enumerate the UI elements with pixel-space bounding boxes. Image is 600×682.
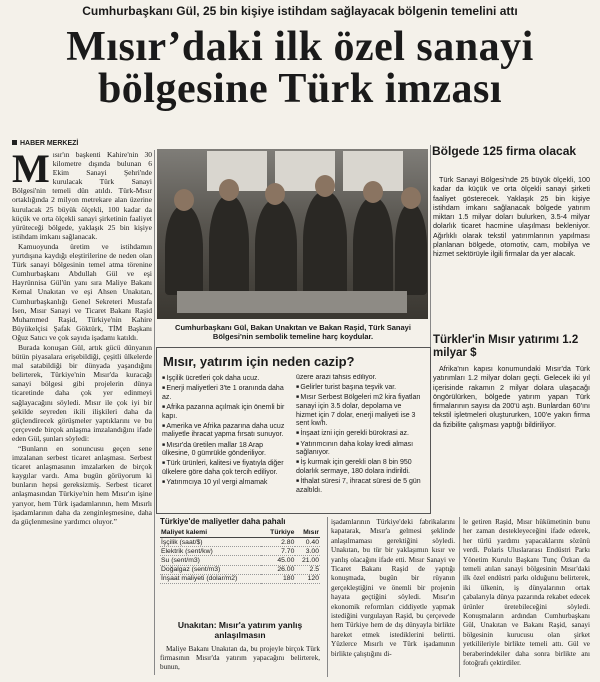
headline xyxy=(10,26,590,110)
table-cell: 2.80 xyxy=(261,538,295,547)
sub-headline: Unakıtan: Mısır'a yatırım yanlış anlaşılmasın xyxy=(177,620,303,640)
why-item: ■ Amerika ve Afrika pazarına daha ucuz maliyetle ihracat yapma fırsatı sunuyor. xyxy=(162,422,290,440)
lead-paragraph: “Bunların en sonuncusu geçen sene imzalanan serbest ticaret anlaşması. Serbest ticaret anlaşmasının imzalarken de birçok kaygılar vardı. Ama bugün görüyorum ki bunların hepsi gereksizmiş. Serbest ticaret anlaşmasından Türkiye'nin hem Mısır'ın işine yarıyor, hem Türk işadamlarının, hem Mısırlı işadamlarının daha da zenginleşmesine, daha da güçlenmesine yardımcı oluyor.” xyxy=(12,444,152,526)
costs-header-row xyxy=(160,528,320,538)
costs-table xyxy=(160,528,320,584)
table-row xyxy=(160,547,320,556)
lead-paragraph: Burada konuşan Gül, artık gücü dünyanın bütün piyasalara erişebildiği, çeşitli ülkelerde mal satabildiği bir dünyada yaşandığını belirterek, Türkiye'nin Mısır'da kuracağı sanayi bölgesi gibi projelerin dünya ticaretinde daha çok yer edinmeyi sağlayacağını söyledi. Mısır ile çok iyi bir şekilde seyreden ikili ilişkileri daha da güçlendirecek görüşmeler yaptıklarını ve bu çerçevede birçok anlaşma imzalandığını ifade eden Gül, şunları söyledi: xyxy=(12,342,152,443)
foundation-stone xyxy=(177,291,407,313)
why-box-col1 xyxy=(162,374,290,510)
photo-figure-head xyxy=(363,181,383,203)
sidebar1-paragraph: Türk Sanayi Bölgesi'nde 25 büyük ölçekli, 100 kadar da küçük ve orta ölçekli sanayi şirketi faaliyet gösterecek. Yaklaşık 25 bin kişiye istihdam imkanı sağlanacak bölgede yatırım miktarı 1.5 milyar doları bulurken, 3.5-4 milyar dolarlık ticaret hacmine ulaşılması bekleniyor. Ağırlıklı olarak tekstil yatırımlarının yapılması planlanan bölgede, otomotiv, cam, mobilya ve hizmet sektörüyle ilgili firmalar da yer alacak. xyxy=(433,175,590,259)
table-cell: 45.00 xyxy=(261,556,295,565)
column-rule xyxy=(459,517,460,677)
table-cell: 180 xyxy=(261,574,295,583)
table-cell: 3.00 xyxy=(295,547,320,556)
lead-column xyxy=(12,150,152,675)
table-cell: 2.5 xyxy=(295,565,320,574)
right-paragraph: le getiren Raşid, Mısır hükümetinin bunu her zaman destekleyeceğini ifade ederek, her türlü yardımı yapacaklarını sözünü verdi. Polaris Uluslararası Endüstri Parkı Yönetim Kurulu Başkanı Tunç Özkan da temeli atılan sanayi bölgesinin Mısır'daki ilk özel endüstri parkı olduğunu belirterek, iki ülkenin, iş dünyalarının ortak çabalarıyla dünya pazarında rekabet edecek ürünler üretebileceğini söyledi. Konuşmaların ardından Cumhurbaşkanı Gül, Unakıtan ve Bakanı Raşid, sanayi bölgesinin kurucusu olan şirket yetkilileriyle birlikte temeli attı. Gül ve beraberindekiler daha sonra birlikte anı fotoğrafı çektirdiler. xyxy=(463,518,590,668)
table-cell: Elektrik (sent/kw) xyxy=(160,547,261,556)
sidebar2-title: Türkler'in Mısır yatırımı 1.2 milyar $ xyxy=(433,334,579,359)
table-cell: 7.70 xyxy=(261,547,295,556)
byline-bullet-icon xyxy=(12,140,17,145)
why-item: ■ İnşaat izni için gerekli bürokrasi az. xyxy=(296,429,424,439)
sub-paragraph: Maliye Bakanı Unakıtan da, bu projeyle birçok Türk firmasının Mısır'da yatırım yapacağını belirterek, bunun, xyxy=(160,645,320,671)
why-item: ■ İş kurmak için gerekli olan 8 bin 950 dolarlık sermaye, 180 dolara indirildi. xyxy=(296,458,424,476)
photo-figure-head xyxy=(401,187,421,209)
headline-line-1: Mısır’daki ilk özel sanayi xyxy=(66,24,534,70)
table-row xyxy=(160,538,320,547)
why-box-title: Mısır, yatırım için neden cazip? xyxy=(163,354,355,369)
sidebar2-body xyxy=(433,364,590,476)
column-rule xyxy=(154,150,155,675)
sub-body xyxy=(160,645,320,677)
column-rule xyxy=(327,517,328,677)
kicker: Cumhurbaşkanı Gül, 25 bin kişiye istihdam sağlayacak bölgenin temelini attı xyxy=(82,4,518,18)
dropcap: M xyxy=(12,150,50,191)
photo-figure-head xyxy=(219,179,239,201)
table-cell: 21.00 xyxy=(295,556,320,565)
lead-paragraph: ısır'ın başkenti Kahire'nin 30 kilometre dışında bulunan 6 Ekim Sanayi Şehri'nde kurulacak Türk Sanayi Bölgesi'nin temeli dün atıldı. Türk-Mısır ortaklığında 2 milyon metrekare alan üzerine kurulacak 25 büyük ölçekli, 100 kadar da küçük ve orta ölçekli sanayi şirketinin faaliyet yürüteceği bölgede, yaklaşık 25 bin kişiye istihdam imkanı sağlanacak. xyxy=(12,150,152,241)
lead-paragraph: Kamuoyunda üretim ve istihdamın yurtdışına kaydığı eleştirilerine de neden olan Türk sanayi bölgesinin temel atma törenine Cumhurbaşkanı Abdullah Gül ve eşi Hayrünnisa Gül'ün yanı sıra Maliye Bakanı Kemal Unakıtan ve eşi Ahsen Unakıtan, Cumhurbaşkanlığı Genel Sekreteri Mustafa İsen, Mısır Sanayi ve Ticaret Bakanı Raşid Muhammed Raşid, Türkiye'nin Kahire Büyükelçisi Şafak Göktürk, TİM Başkanı Oğuz Satıcı ve çok sayıda işadamı katıldı. xyxy=(12,241,152,342)
table-cell: Su (sent/m3) xyxy=(160,556,261,565)
costs-header: Mısır xyxy=(295,528,320,538)
why-item: ■ Yatırımcının daha kolay kredi alması sağlanıyor. xyxy=(296,440,424,458)
why-item: üzere arazi tahsis ediliyor. xyxy=(296,374,377,381)
photo-figure-head xyxy=(265,183,285,205)
right-column xyxy=(463,518,590,676)
why-box-col2 xyxy=(296,374,424,510)
why-item: ■ Enerji maliyetleri 3'te 1 oranında daha az. xyxy=(162,384,290,402)
table-row xyxy=(160,565,320,574)
sidebar2-paragraph: Afrika'nın kapısı konumundaki Mısır'da Türk yatırımları 1.2 milyar doları geçti. Gelecek iki yıl içerisinde rakamın 2 milyar dolara ulaşacağı öngörülürken, bölgede yatırım yapan Türk firmalarının sayısı da 200'ü aştı. Bunlardan 60'ını tekstil işletmeleri oluştururken, 100'e yakın firma da fizibilite çalışması yaptığı bildiriliyor. xyxy=(433,364,590,429)
photo-caption: Cumhurbaşkanı Gül, Bakan Unakıtan ve Bakan Raşid, Türk Sanayi Bölgesi'nin sembolik temeline harç koydular. xyxy=(175,323,411,341)
photo-figure xyxy=(255,199,297,295)
middle-column xyxy=(331,518,455,676)
sidebar1-title: Bölgede 125 firma olacak xyxy=(432,144,577,158)
photo-figure xyxy=(395,203,427,295)
costs-title: Türkiye'de maliyetler daha pahalı xyxy=(160,517,286,526)
table-cell: 0.40 xyxy=(295,538,320,547)
headline-line-2: bölgesine Türk imzası xyxy=(97,66,503,112)
photo-figure-head xyxy=(174,189,194,211)
costs-header: Türkiye xyxy=(261,528,295,538)
why-item: ■ İşçilik ücretleri çok daha ucuz. xyxy=(162,374,290,384)
table-cell: Doğalgaz (sent/m3) xyxy=(160,565,261,574)
byline-text: HABER MERKEZİ xyxy=(20,140,79,147)
why-item: ■ Afrika pazarına açılmak için önemli bir kapı. xyxy=(162,403,290,421)
why-item: ■ Yatırımcıya 10 yıl vergi almamak xyxy=(162,478,290,488)
why-item: ■ İthalat süresi 7, ihracat süresi de 5 gün azaltıldı. xyxy=(296,477,424,495)
photo-figure xyxy=(209,195,249,295)
photo-figure-head xyxy=(315,175,335,197)
why-item: ■ Türk ürünleri, kalitesi ve fiyatıyla diğer ülkelere göre daha çok tercih ediliyor. xyxy=(162,459,290,477)
why-item: ■ Gelirler turist başına teşvik var. xyxy=(296,383,424,393)
sidebar1-body xyxy=(433,175,590,325)
photo-figure xyxy=(165,205,203,295)
table-cell: İnşaat maliyeti (dolar/m2) xyxy=(160,574,261,583)
byline xyxy=(12,140,78,147)
costs-header: Maliyet kalemi xyxy=(160,528,261,538)
costs-box xyxy=(160,517,324,607)
why-item: ■ Mısır Serbest Bölgeleri m2 kira fiyatları sanayi için 3.5 dolar, depolama ve hizmet için 7 dolar, enerji maliyeti ise 3 sent kw/h. xyxy=(296,393,424,428)
table-cell: 120 xyxy=(295,574,320,583)
table-row xyxy=(160,574,320,583)
photo-figure xyxy=(303,191,347,295)
table-cell: 26.00 xyxy=(261,565,295,574)
middle-paragraph: işadamlarının Türkiye'deki fabrikalarını kapatarak, Mısır'a gelmesi şeklinde anlaşılmaması gerektiğini söyledi. Unakıtan, bu tür bir yaklaşımın kısır ve yanlış olacağını ifade etti. Mısır Sanayi ve Ticaret Bakanı Raşid de yaptığı konuşmada, bugün bir rüyanın gerçekleştiğini ve önemli bir projenin hayata geçtiğini söyledi. Mısır'ın ekonomik reformları ciddiyetle yapmak istediğini vurgulayan Raşid, bu çerçevede hem Türkiye hem de dış dünyayla birlikte hareket etmek istediklerini belirtti. Yüzlerce Mısırlı ve Türk işadamının birlikte çalıştığını di- xyxy=(331,518,455,658)
ceremony-photo xyxy=(157,149,428,319)
why-item: ■ Mısır'da üretilen mallar 18 Arap ülkesine, 0 gümrükle gönderiliyor. xyxy=(162,441,290,459)
table-cell: İşçilik (saat/$) xyxy=(160,538,261,547)
photo-figure xyxy=(353,197,393,295)
table-row xyxy=(160,556,320,565)
